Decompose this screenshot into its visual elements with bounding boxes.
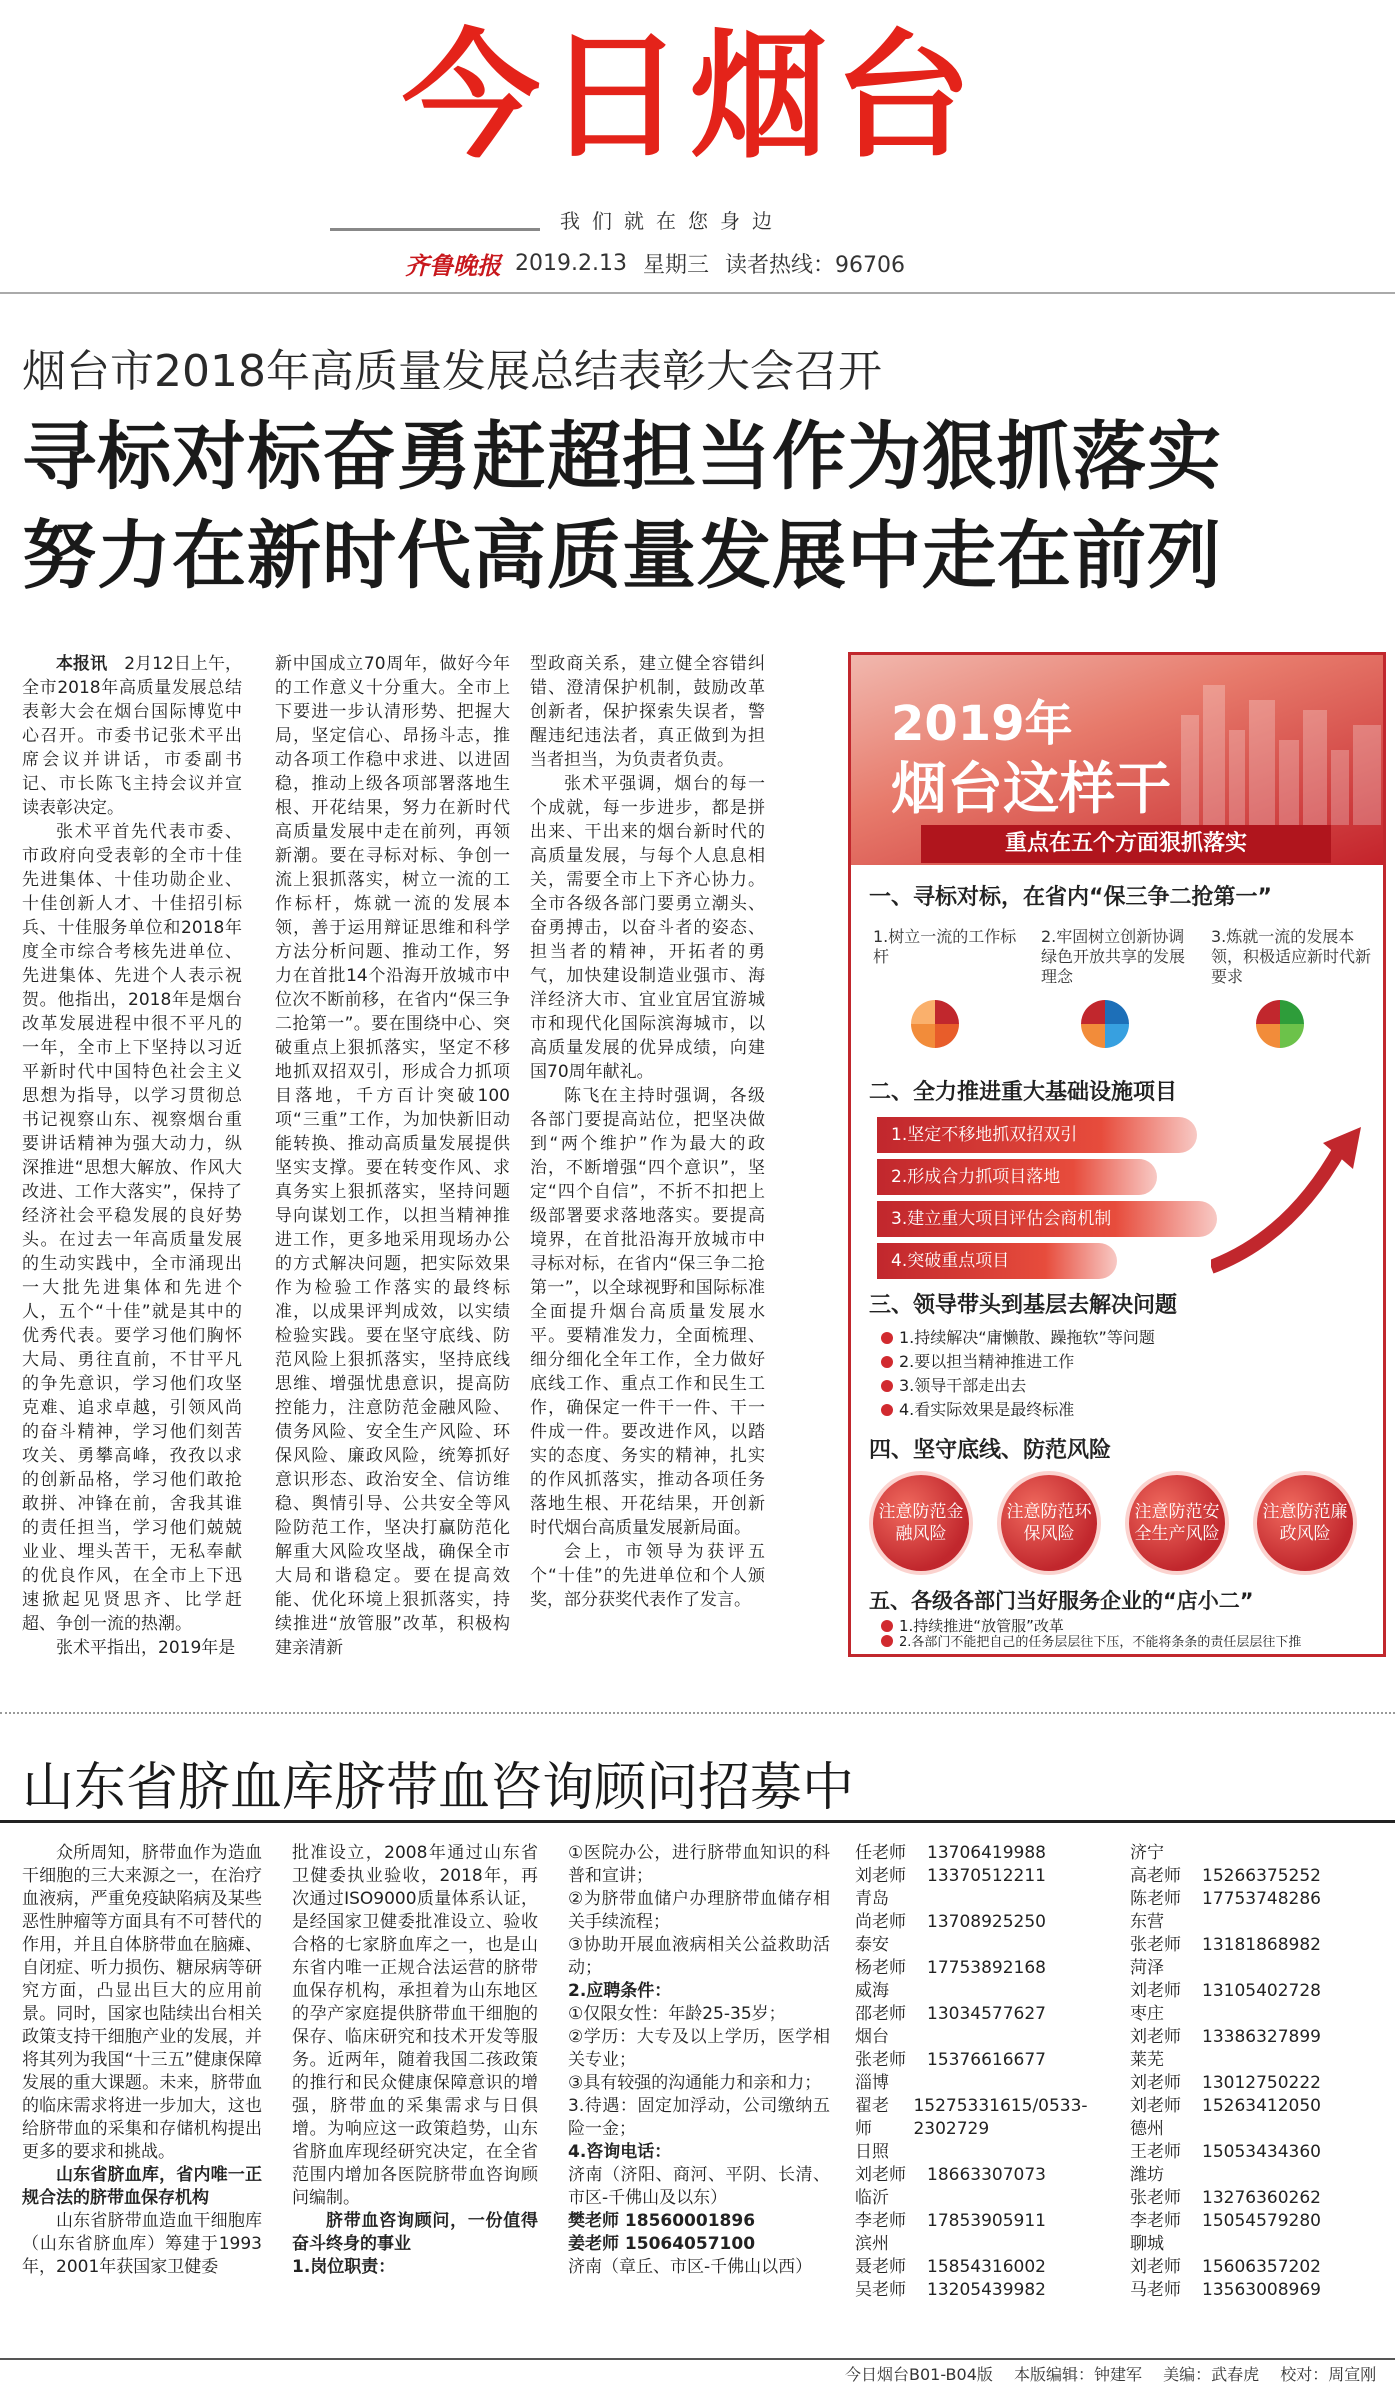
contact-phone: 15275331615/0533-2302729 <box>913 2096 1088 2139</box>
infographic-title: 烟台这样干 <box>891 757 1171 822</box>
growth-arrow-icon <box>1211 1117 1371 1281</box>
lead-paragraph: 新中国成立70周年，做好今年的工作意义十分重大。全市上下要进一步认清形势、把握大局，坚定信心、昂扬斗志，推动各项工作稳中求进、以进固稳，推动上级各项部署落地生根、开花结果，努力在新时代高质量发展中走在前列，再领新潮。要在寻标对标、争创一流上狠抓落实，树立一流的工作标杆，炼就一流的发展本领，善于运用辩证思维和科学方法分析问题、推动工作，努力在首批14个沿海开放城市中位次不断前移，在省内“保三争二抢第一”。要在围绕中心、突破重点上狠抓落实，坚定不移地抓双招双引，形成合力抓项目落地，千方百计突破100项“三重”工作，为加快新旧动能转换、推动高质量发展提供坚实支撑。要在转变作风、求真务实上狠抓落实，坚持问题导向谋划工作，以担当精神推进工作，更多地采用现场办公的方式解决问题，把实际效果作为检验工作落实的最终标准，以成果评判成效，以实绩检验实践。要在坚守底线、防范风险上狠抓落实，坚持底线思维、增强忧患意识，提高防控能力，注意防范金融风险、债务风险、安全生产风险、环保风险、廉政风险，统筹抓好意识形态、政治安全、信访维稳、舆情引导、公共安全等风险防范工作，坚决打赢防范化解重大风险攻坚战，确保全市大局和谐稳定。要在提高效能、优化环境上狠抓落实，持续推进“放管服”改革，积极构建亲清新 <box>275 654 510 1658</box>
bullet-dot-icon <box>881 1356 893 1368</box>
masthead-logo <box>300 16 1080 177</box>
contact-row <box>855 1957 1105 1980</box>
bullet-dot-icon <box>881 1620 893 1632</box>
contact-row <box>1130 2026 1385 2049</box>
contact-name: 王老师 <box>1130 2142 1181 2162</box>
contact-phone: 13181868982 <box>1202 1935 1321 1955</box>
contact-city: 日照 <box>855 2142 889 2162</box>
infographic-bar: 4.突破重点项目 <box>877 1243 1117 1279</box>
second-line: ③具有较强的沟通能力和亲和力； <box>568 2073 822 2093</box>
contact-name: 刘老师 <box>1130 2257 1181 2277</box>
lead-paragraph: 会上，市领导为获评五个“十佳”的先进单位和个人颁奖，部分获奖代表作了发言。 <box>530 1542 765 1610</box>
lead-column-2 <box>275 652 510 1660</box>
contact-city: 枣庄 <box>1130 2004 1164 2024</box>
infographic-box <box>848 652 1386 1657</box>
contact-row <box>855 2095 1105 2141</box>
second-line: 济南（章丘、市区-千佛山以西） <box>568 2257 813 2277</box>
contact-phone: 13205439982 <box>927 2280 1046 2300</box>
second-story-rule <box>0 1820 1395 1823</box>
contact-row <box>1130 2095 1385 2118</box>
infographic-item: 1.树立一流的工作标杆 <box>873 927 1017 966</box>
contact-name: 张老师 <box>1130 1935 1181 1955</box>
paper-logo: 齐鲁晚报 <box>405 250 501 280</box>
issue-weekday: 星期三 <box>642 252 709 278</box>
contact-city: 济宁 <box>1130 1843 1164 1863</box>
infographic-bullet: 4.看实际效果是最终标准 <box>881 1399 1074 1421</box>
contact-row <box>1130 1980 1385 2003</box>
issue-date: 2019.2.13 <box>515 250 627 276</box>
lead-paragraph: 型政商关系，建立健全容错纠错、澄清保护机制，鼓励改革创新者，保护探索失误者，警醒违纪违法者，真正做到为担当者担当，为负责者负责。 <box>530 654 765 770</box>
lead-column-3 <box>530 652 765 1612</box>
infographic-section-5: 五、各级各部门当好服务企业的“店小二” <box>869 1589 1254 1613</box>
second-line: 樊老师 18560001896 <box>568 2211 756 2231</box>
arrow-wheel-icon <box>1256 1000 1304 1048</box>
infographic-section-2: 二、全力推进重大基础设施项目 <box>869 1080 1178 1105</box>
contact-row <box>1130 1934 1385 1957</box>
contact-city: 莱芜 <box>1130 2050 1164 2070</box>
contact-row <box>855 1842 1105 1865</box>
risk-badge: 注意防范环保风险 <box>1001 1475 1097 1571</box>
contact-phone: 13034577627 <box>927 2004 1046 2024</box>
infographic-bullet: 2.要以担当精神推进工作 <box>881 1351 1074 1373</box>
contact-name: 刘老师 <box>1130 1981 1181 2001</box>
second-line: ②为脐带血储户办理脐带血储存相关手续流程； <box>568 1889 830 1932</box>
lead-headline-line2: 努力在新时代高质量发展中走在前列 <box>22 513 1222 599</box>
contact-phone: 13563008969 <box>1202 2280 1321 2300</box>
contact-name: 张老师 <box>1130 2188 1181 2208</box>
contact-phone: 15054579280 <box>1202 2211 1321 2231</box>
contact-name: 刘老师 <box>1130 2027 1181 2047</box>
contact-phone: 15854316002 <box>927 2257 1046 2277</box>
infographic-bullet: 2.各部门不能把自己的任务层层往下压，不能将条条的责任层层往下推 <box>881 1635 1371 1650</box>
contact-phone: 15266375252 <box>1202 1866 1321 1886</box>
second-subhead: 脐带血咨询顾问，一份值得奋斗终身的事业 <box>292 2211 538 2254</box>
contact-row <box>855 2279 1105 2302</box>
masthead-meta <box>405 246 1005 280</box>
infographic-header <box>851 655 1383 865</box>
masthead-slogan: 我们就在您身边 <box>560 209 784 233</box>
bullet-dot-icon <box>881 1635 893 1647</box>
second-line: ②学历：大专及以上学历，医学相关专业； <box>568 2027 830 2070</box>
contact-row <box>855 2049 1105 2072</box>
second-paragraph: 山东省脐带血造血干细胞库（山东省脐血库）筹建于1993年，2001年获国家卫健委 <box>22 2211 262 2277</box>
infographic-item: 3.炼就一流的发展本领，积极适应新时代新要求 <box>1211 927 1372 986</box>
contact-name: 李老师 <box>855 2211 906 2231</box>
arrow-wheel-icon <box>911 1000 959 1048</box>
contact-phone: 13706419988 <box>927 1843 1046 1863</box>
contact-city: 滨州 <box>855 2234 889 2254</box>
contact-city: 青岛 <box>855 1889 889 1909</box>
lead-kicker: 烟台市2018年高质量发展总结表彰大会召开 <box>22 346 882 397</box>
second-line: 3.待遇：固定加浮动，公司缴纳五险一金； <box>568 2096 830 2139</box>
infographic-year: 2019年 <box>891 696 1073 752</box>
contact-row <box>1130 1888 1385 1911</box>
contact-phone: 17753748286 <box>1202 1889 1321 1909</box>
infographic-bar: 3.建立重大项目评估会商机制 <box>877 1201 1217 1237</box>
lead-paragraph: 陈飞在主持时强调，各级各部门要提高站位，把坚决做到“两个维护”作为最大的政治，不断增强“四个意识”，坚定“四个自信”，不折不扣把上级部署要求落地落实。要提高境界，在首批沿海开放城市中寻标对标，在省内“保三争二抢第一”，以全球视野和国际标准全面提升烟台高质量发展水平。要精准发力，全面梳理、细分细化全年工作，全力做好底线工作、重点工作和民生工作，确保定一件干一件、干一件成一件。要改进作风，以踏实的态度、务实的精神，扎实的作风抓落实，推动各项任务落地生根、开花结果，开创新时代烟台高质量发展新局面。 <box>530 1086 765 1538</box>
second-line: ③协助开展血液病相关公益救助活动； <box>568 1935 830 1978</box>
contact-name: 翟老师 <box>855 2096 889 2139</box>
masthead-title: 今日烟台 <box>401 16 978 177</box>
bullet-dot-icon <box>881 1404 893 1416</box>
contact-name: 杨老师 <box>855 1958 906 1978</box>
contact-city: 泰安 <box>855 1935 889 1955</box>
contact-row <box>855 1865 1105 1888</box>
section-divider <box>0 1712 1395 1714</box>
second-line: 4.咨询电话： <box>568 2142 672 2162</box>
bullet-dot-icon <box>881 1332 893 1344</box>
contact-name: 李老师 <box>1130 2211 1181 2231</box>
lead-paragraph: 张术平首先代表市委、市政府向受表彰的全市十佳先进集体、十佳功勋企业、十佳创新人才、十佳招引标兵、十佳服务单位和2018年度全市综合考核先进单位、先进集体、先进个人表示祝贺。他指出，2018年是烟台改革发展进程中很不平凡的一年，全市上下坚持以习近平新时代中国特色社会主义思想为指导，以学习贯彻总书记视察山东、视察烟台重要讲话精神为强大动力，纵深推进“思想大解放、作风大改进、工作大落实”，保持了经济社会平稳发展的良好势头。在过去一年高质量发展的生动实践中，全市涌现出一大批先进集体和先进个人，五个“十佳”就是其中的优秀代表。要学习他们胸怀大局、勇往直前，不甘平凡的争先意识，学习他们攻坚克难、追求卓越，引领风尚的奋斗精神，学习他们刻苦攻关、勇攀高峰，孜孜以求的创新品格，学习他们敢抢敢拼、冲锋在前，舍我其谁的责任担当，学习他们兢兢业业、埋头苦干，无私奉献的优良作风，在全市上下迅速掀起见贤思齐、比学赶超、争创一流的热潮。 <box>22 822 242 1634</box>
lead-dateline: 本报讯 <box>56 654 108 674</box>
bullet-dot-icon <box>881 1380 893 1392</box>
masthead-divider <box>0 292 1395 294</box>
second-story-title: 山东省脐血库脐带血咨询顾问招募中 <box>22 1758 855 1818</box>
contact-city: 菏泽 <box>1130 1958 1164 1978</box>
contact-phone: 15263412050 <box>1202 2096 1321 2116</box>
lead-paragraph: 张术平强调，烟台的每一个成就，每一步进步，都是拼出来、干出来的烟台新时代的高质量发展，与每个人息息相关，需要全市上下齐心协力。全市各级各部门要勇立潮头、奋勇搏击，以奋斗者的姿态、担当者的精神，开拓者的勇气，加快建设制造业强市、海洋经济大市、宜业宜居宜游城市和现代化国际滨海城市，以高质量发展的优异成绩，向建国70周年献礼。 <box>530 774 765 1082</box>
footer-proof: 校对：周宣刚 <box>1280 2365 1377 2384</box>
contact-phone: 13386327899 <box>1202 2027 1321 2047</box>
contact-city: 临沂 <box>855 2188 889 2208</box>
footer-section: 今日烟台B01-B04版 <box>845 2365 993 2384</box>
infographic-item: 2.牢固树立创新协调绿色开放共享的发展理念 <box>1041 927 1186 986</box>
second-column-3 <box>568 1842 830 2279</box>
contact-phone: 15053434360 <box>1202 2142 1321 2162</box>
reader-hotline: 读者热线：96706 <box>724 252 905 278</box>
contact-city: 烟台 <box>855 2027 889 2047</box>
infographic-section-4: 四、坚守底线、防范风险 <box>869 1438 1112 1463</box>
contact-name: 张老师 <box>855 2050 906 2070</box>
second-subhead: 1.岗位职责： <box>292 2257 396 2277</box>
contact-row <box>1130 1865 1385 1888</box>
contact-phone: 13012750222 <box>1202 2073 1321 2093</box>
page-footer <box>845 2362 1385 2385</box>
arrow-wheel-icon <box>1081 1000 1129 1048</box>
contact-row <box>855 2003 1105 2026</box>
contact-row <box>1130 2141 1385 2164</box>
contact-list-2 <box>1130 1842 1385 2302</box>
contact-city: 东营 <box>1130 1912 1164 1932</box>
contact-list-1 <box>855 1842 1105 2302</box>
contact-name: 刘老师 <box>855 1866 906 1886</box>
lead-paragraph <box>22 652 242 820</box>
lead-text: 2月12日上午，全市2018年高质量发展总结表彰大会在烟台国际博览中心召开。市委书记张术平出席会议并讲话，市委副书记、市长陈飞主持会议并宣读表彰决定。 <box>22 654 243 818</box>
contact-name: 任老师 <box>855 1843 906 1863</box>
contact-name: 高老师 <box>1130 1866 1181 1886</box>
second-paragraph: 批准设立，2008年通过山东省卫健委执业验收，2018年，再次通过ISO9000质量体系认证，是经国家卫健委批准设立、验收合格的七家脐血库之一，也是山东省内唯一正规合法运营的脐带血保存机构，承担着为山东地区的孕产家庭提供脐带血干细胞的保存、临床研究和技术开发等服务。近两年，随着我国二孩政策的推行和民众健康保障意识的增强，脐带血的采集需求与日俱增。为响应这一政策趋势，山东省脐血库现经研究决定，在全省范围内增加各医院脐带血咨询顾问编制。 <box>292 1843 538 2208</box>
second-column-1 <box>22 1842 262 2279</box>
infographic-band: 重点在五个方面狠抓落实 <box>921 825 1331 863</box>
contact-name: 尚老师 <box>855 1912 906 1932</box>
risk-badge: 注意防范金融风险 <box>873 1475 969 1571</box>
second-line: ①仅限女性：年龄25-35岁； <box>568 2004 786 2024</box>
infographic-section-3: 三、领导带头到基层去解决问题 <box>869 1293 1178 1318</box>
lead-headline-line1: 寻标对标奋勇赶超担当作为狠抓落实 <box>22 414 1222 500</box>
second-line: 姜老师 15064057100 <box>568 2234 756 2254</box>
contact-phone: 13105402728 <box>1202 1981 1321 2001</box>
contact-name: 吴老师 <box>855 2280 906 2300</box>
contact-city: 德州 <box>1130 2119 1164 2139</box>
contact-city: 威海 <box>855 1981 889 2001</box>
footer-rule <box>0 2358 1395 2360</box>
contact-row <box>855 2164 1105 2187</box>
infographic-section-1: 一、寻标对标，在省内“保三争二抢第一” <box>869 885 1272 910</box>
masthead-rule <box>330 228 540 231</box>
second-paragraph: 众所周知，脐带血作为造血干细胞的三大来源之一，在治疗血液病，严重免疫缺陷病及某些恶性肿瘤等方面具有不可替代的作用，并且自体脐带血在脑瘫、自闭症、听力损伤、糖尿病等研究方面，凸显出巨大的应用前景。同时，国家也陆续出台相关政策支持干细胞产业的发展，并将其列为我国“十三五”健康保障发展的重大课题。未来，脐带血的临床需求将进一步加大，这也给脐带血的采集和存储机构提出更多的要求和挑战。 <box>22 1843 262 2162</box>
second-line: ①医院办公，进行脐带血知识的科普和宣讲； <box>568 1843 830 1886</box>
contact-row <box>855 1911 1105 1934</box>
contact-row <box>1130 2256 1385 2279</box>
contact-city: 淄博 <box>855 2073 889 2093</box>
contact-name: 刘老师 <box>1130 2096 1181 2116</box>
lead-paragraph: 张术平指出，2019年是 <box>56 1638 236 1658</box>
infographic-bullet: 1.持续解决“庸懒散、躁拖软”等问题 <box>881 1327 1155 1349</box>
infographic-bullet: 3.领导干部走出去 <box>881 1375 1026 1397</box>
contact-row <box>1130 2187 1385 2210</box>
contact-name: 邵老师 <box>855 2004 906 2024</box>
risk-badge: 注意防范廉政风险 <box>1257 1475 1353 1571</box>
infographic-bar: 1.坚定不移地抓双招双引 <box>877 1117 1197 1153</box>
contact-city: 潍坊 <box>1130 2165 1164 2185</box>
contact-phone: 13276360262 <box>1202 2188 1321 2208</box>
second-column-2 <box>292 1842 538 2279</box>
contact-phone: 15376616677 <box>927 2050 1046 2070</box>
contact-row <box>1130 2072 1385 2095</box>
contact-row <box>855 2210 1105 2233</box>
second-line: 2.应聘条件： <box>568 1981 672 2001</box>
contact-phone: 18663307073 <box>927 2165 1046 2185</box>
footer-designer: 美编：武春虎 <box>1163 2365 1260 2384</box>
contact-row <box>1130 2279 1385 2302</box>
contact-phone: 15606357202 <box>1202 2257 1321 2277</box>
contact-city: 聊城 <box>1130 2234 1164 2254</box>
contact-phone: 17753892168 <box>927 1958 1046 1978</box>
lead-column-1 <box>22 652 242 1660</box>
footer-editor: 本版编辑：钟建军 <box>1013 2365 1142 2384</box>
risk-badge: 注意防范安全生产风险 <box>1129 1475 1225 1571</box>
contact-row <box>855 2256 1105 2279</box>
contact-phone: 13370512211 <box>927 1866 1046 1886</box>
contact-name: 马老师 <box>1130 2280 1181 2300</box>
contact-name: 刘老师 <box>1130 2073 1181 2093</box>
contact-phone: 13708925250 <box>927 1912 1046 1932</box>
contact-name: 聂老师 <box>855 2257 906 2277</box>
contact-phone: 17853905911 <box>927 2211 1046 2231</box>
infographic-bullet: 1.持续推进“放管服”改革 <box>881 1617 1371 1635</box>
infographic-bar: 2.形成合力抓项目落地 <box>877 1159 1157 1195</box>
second-line: 济南（济阳、商河、平阴、长清、市区-千佛山及以东） <box>568 2165 830 2208</box>
contact-name: 刘老师 <box>855 2165 906 2185</box>
second-subhead: 山东省脐血库，省内唯一正规合法的脐带血保存机构 <box>22 2165 262 2208</box>
contact-row <box>1130 2210 1385 2233</box>
contact-name: 陈老师 <box>1130 1889 1181 1909</box>
